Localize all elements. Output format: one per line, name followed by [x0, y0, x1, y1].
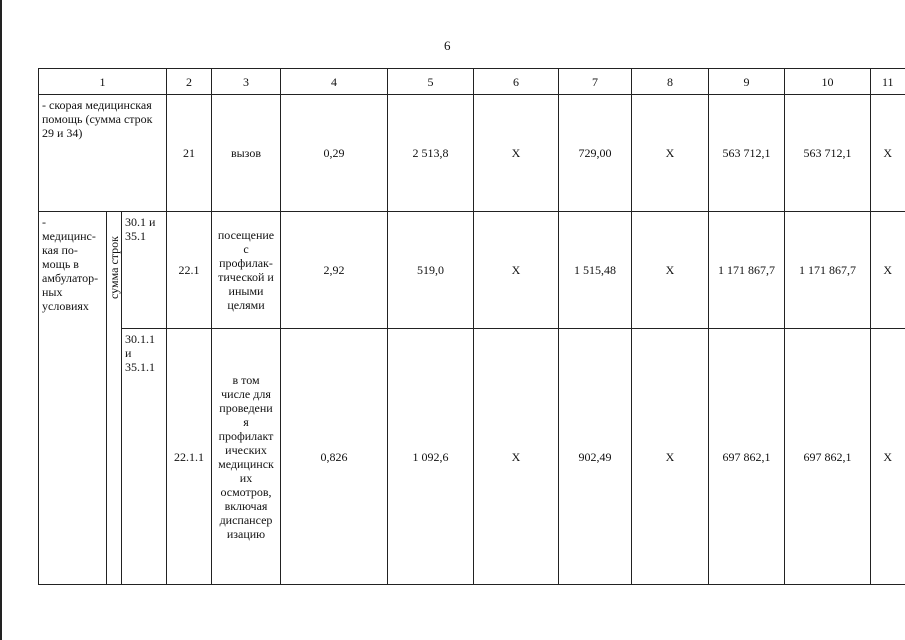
table-cell: Х [474, 95, 559, 212]
unit-cell: вызов [212, 95, 281, 212]
unit-line: тической и [218, 270, 274, 284]
column-header: 7 [559, 69, 632, 95]
page-edge-line [0, 0, 2, 640]
unit-line: диспансер [219, 512, 273, 527]
table-cell: 2 513,8 [388, 95, 474, 212]
table-cell: 0,29 [281, 95, 388, 212]
label-line: ных [42, 285, 63, 299]
table-cell: 2,92 [281, 212, 388, 329]
table-cell: 729,00 [559, 95, 632, 212]
label-line: кая по- [42, 243, 78, 257]
table-cell: Х [632, 212, 709, 329]
unit-cell [212, 212, 281, 329]
unit-cell [212, 329, 281, 585]
table-cell: Х [871, 329, 905, 585]
unit-line: иными [228, 284, 264, 298]
column-header: 6 [474, 69, 559, 95]
column-header: 11 [871, 69, 905, 95]
row-ref: 30.1.1 и 35.1.1 [122, 329, 167, 585]
table-cell: 1 171 867,7 [785, 212, 871, 329]
table-row [39, 212, 905, 329]
column-header: 3 [212, 69, 281, 95]
unit-line: осмотров, [220, 484, 272, 499]
table-cell: 697 862,1 [785, 329, 871, 585]
column-header: 8 [632, 69, 709, 95]
label-line: мощь в [42, 257, 79, 271]
row-label-outpatient [39, 212, 107, 585]
data-table [38, 68, 905, 585]
table-row [39, 329, 905, 585]
table-cell: Х [871, 212, 905, 329]
row-ref: 30.1 и 35.1 [122, 212, 167, 329]
table-cell: 519,0 [388, 212, 474, 329]
row-label-ambulance: - скорая медицинская помощь (сумма строк 29 и 34) [39, 95, 167, 212]
table-cell: 902,49 [559, 329, 632, 585]
unit-line: профилакт [218, 428, 274, 443]
row-code: 22.1.1 [167, 329, 212, 585]
unit-line: изацию [226, 526, 266, 541]
table-cell: 563 712,1 [709, 95, 785, 212]
table-cell: 1 171 867,7 [709, 212, 785, 329]
unit-line: медицинск [218, 456, 274, 471]
column-header: 2 [167, 69, 212, 95]
label-line: амбулатор- [42, 271, 99, 285]
table-cell: Х [632, 329, 709, 585]
table-cell: 0,826 [281, 329, 388, 585]
table-cell: Х [474, 329, 559, 585]
unit-line: целями [227, 298, 265, 312]
vertical-label-cell [107, 212, 122, 585]
column-header: 10 [785, 69, 871, 95]
row-code: 21 [167, 95, 212, 212]
unit-line: в том [232, 372, 260, 387]
column-header: 4 [281, 69, 388, 95]
unit-line: с [243, 242, 249, 256]
column-header: 9 [709, 69, 785, 95]
table-cell: 1 092,6 [388, 329, 474, 585]
page-number: 6 [444, 38, 451, 53]
unit-line: их [239, 470, 253, 485]
unit-line: я [243, 414, 249, 429]
column-header: 5 [388, 69, 474, 95]
table-cell: Х [632, 95, 709, 212]
unit-line: включая [224, 498, 268, 513]
label-line: медицинс- [42, 229, 96, 243]
vertical-label: сумма строк [107, 236, 121, 299]
table-cell: 563 712,1 [785, 95, 871, 212]
unit-line: числе для [221, 386, 271, 401]
header-row [39, 69, 905, 95]
unit-line: ических [225, 442, 267, 457]
column-header: 1 [39, 69, 167, 95]
table-row [39, 95, 905, 212]
unit-line: профилак- [219, 256, 273, 270]
row-code: 22.1 [167, 212, 212, 329]
label-line: условиях [42, 299, 89, 313]
table-cell: Х [871, 95, 905, 212]
table-cell: Х [474, 212, 559, 329]
label-line: - [42, 215, 46, 229]
unit-line: посещение [217, 228, 275, 242]
table-cell: 1 515,48 [559, 212, 632, 329]
unit-line: проведени [219, 400, 273, 415]
table-cell: 697 862,1 [709, 329, 785, 585]
